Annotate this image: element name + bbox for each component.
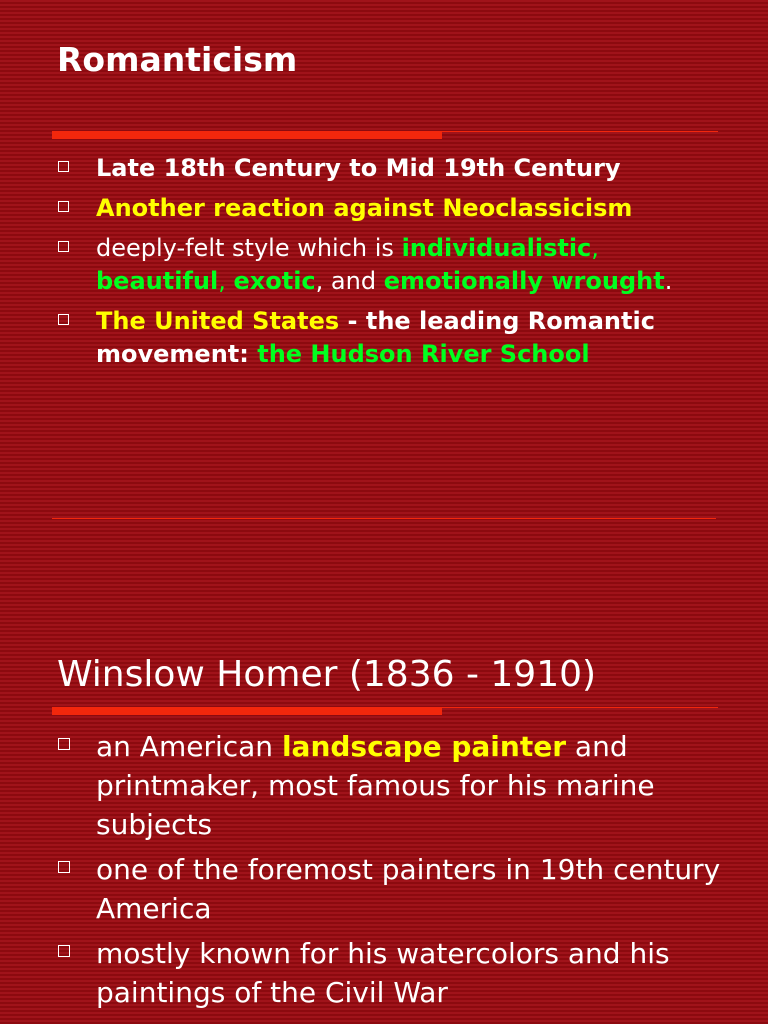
square-bullet-icon: [58, 861, 70, 873]
highlight-emotionally-wrought: emotionally wrought: [383, 267, 665, 295]
bullet-text: Late 18th Century to Mid 19th Century: [96, 154, 621, 182]
bullet-text: and printmaker, most famous for his marine subjects: [96, 730, 655, 841]
square-bullet-icon: [58, 945, 70, 957]
bullet-list: [56, 727, 736, 1018]
bullet-text: deeply-felt style which is: [96, 234, 402, 262]
title-underline-thick: [52, 707, 442, 715]
square-bullet-icon: [58, 314, 69, 325]
bullet-text: an American: [96, 730, 282, 763]
bullet-item: [56, 232, 736, 298]
square-bullet-icon: [58, 201, 69, 212]
title-underline: [52, 131, 718, 141]
slide-winslow-homer: [0, 530, 768, 1024]
square-bullet-icon: [58, 161, 69, 172]
bullet-item: [56, 192, 736, 225]
bullet-text: , and: [315, 267, 384, 295]
title-underline: [52, 707, 718, 717]
highlight-individualistic: individualistic: [401, 234, 592, 262]
comma: ,: [591, 234, 599, 262]
bullet-text: mostly known for his watercolors and his paintings of the Civil War: [96, 937, 670, 1009]
bullet-item: [56, 305, 736, 371]
highlight-exotic: exotic: [233, 267, 316, 295]
bullet-item: [56, 152, 736, 185]
square-bullet-icon: [58, 738, 70, 750]
title-underline-thick: [52, 131, 442, 139]
highlight-landscape-painter: landscape painter: [281, 730, 567, 763]
highlight-united-states: The United States: [96, 307, 340, 335]
highlight-hudson-river-school: the Hudson River School: [257, 340, 590, 368]
bullet-item: [56, 850, 736, 928]
bullet-text: Another reaction against Neoclassicism: [96, 194, 633, 222]
square-bullet-icon: [58, 241, 69, 252]
slide-title: Romanticism: [57, 40, 298, 79]
period: .: [664, 267, 673, 295]
bullet-item: [56, 727, 736, 844]
comma: ,: [218, 267, 234, 295]
slide-title: Winslow Homer (1836 - 1910): [57, 654, 597, 695]
slide-divider: [52, 518, 716, 519]
bullet-text: one of the foremost painters in 19th century America: [96, 853, 721, 925]
bullet-list: [56, 152, 736, 378]
bullet-text: - the leading Romantic movement:: [96, 307, 655, 368]
highlight-beautiful: beautiful: [96, 267, 219, 295]
bullet-item: [56, 934, 736, 1012]
